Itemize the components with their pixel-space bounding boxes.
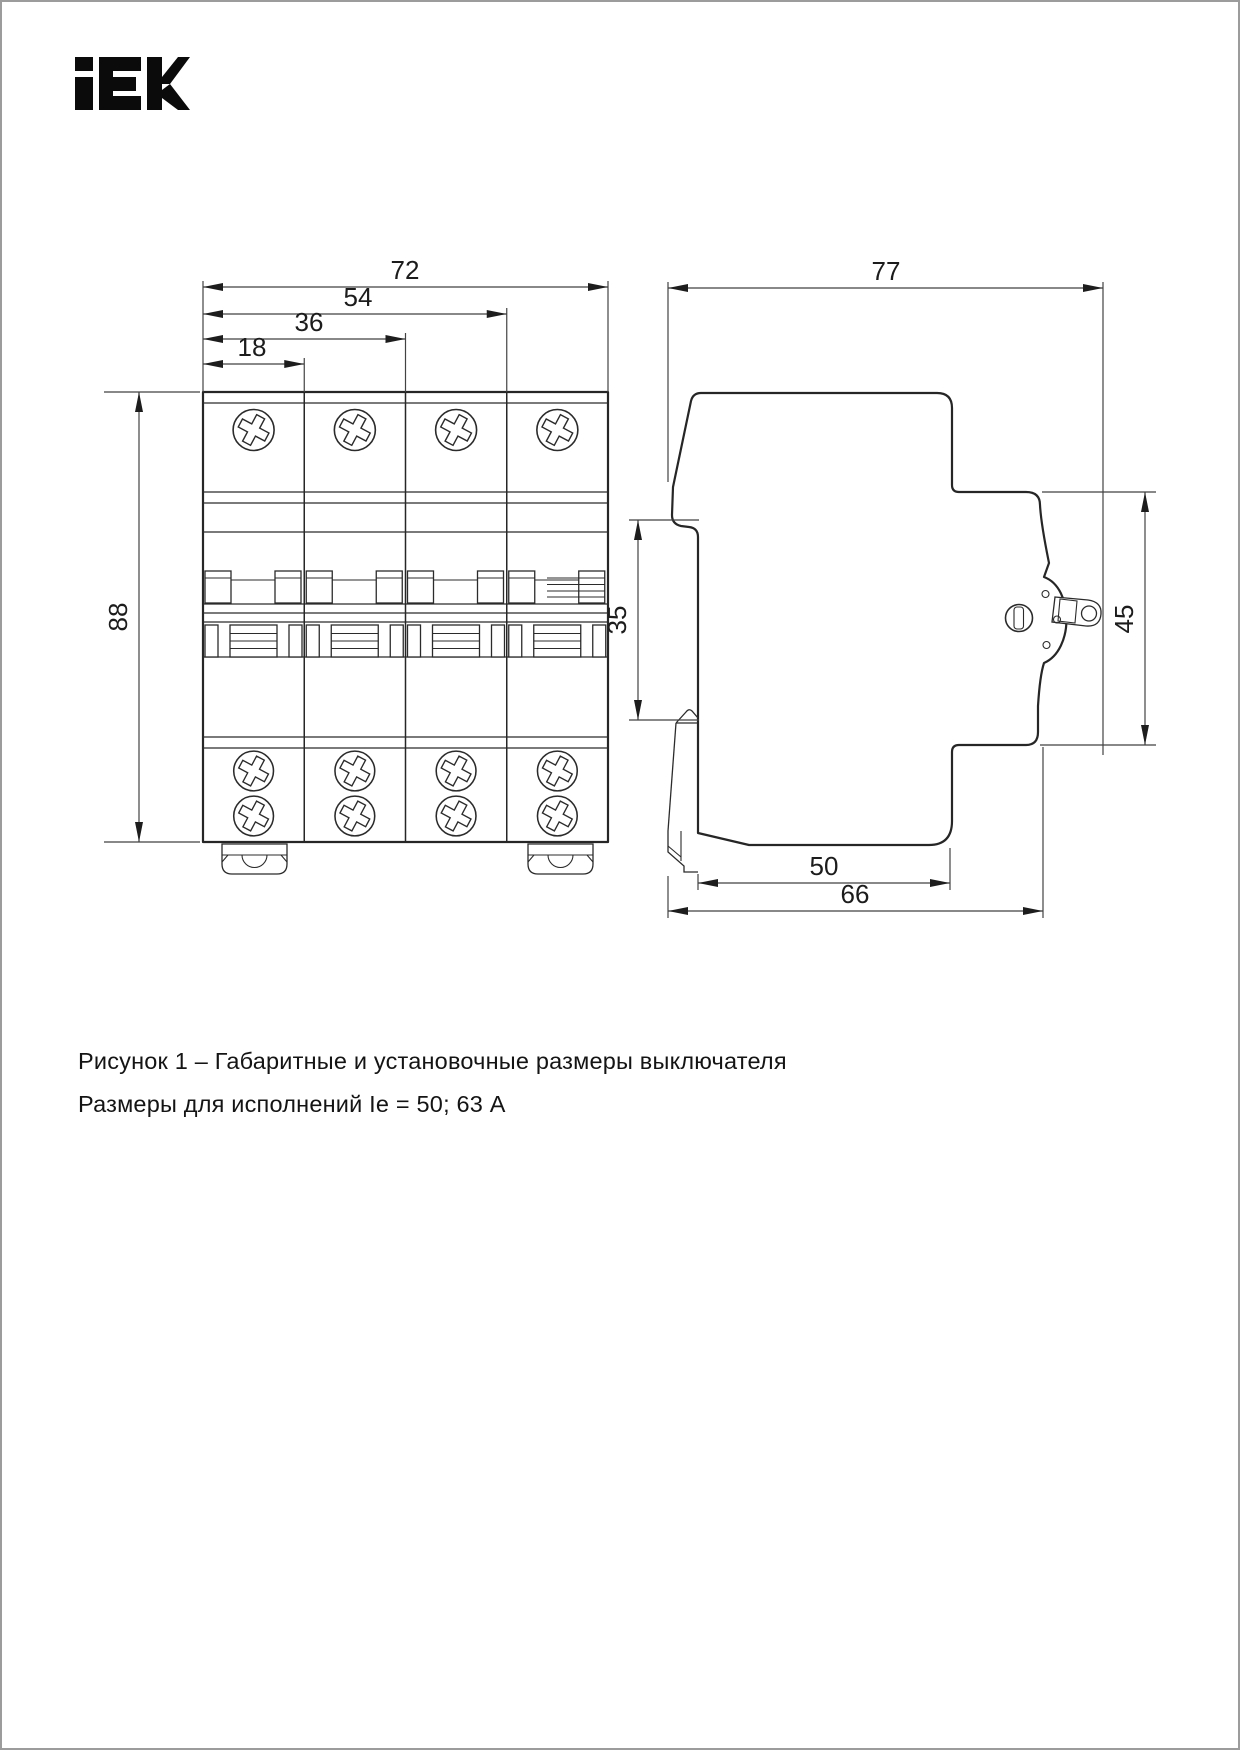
din-rail-clips (222, 844, 593, 874)
din-clip (222, 844, 287, 874)
dim-label-18: 18 (237, 332, 267, 362)
front-view (203, 392, 608, 874)
dim-two-modules (203, 307, 406, 343)
dim-label-36: 36 (294, 307, 324, 337)
screw-icon (537, 796, 577, 836)
dim-label-77: 77 (871, 256, 901, 286)
lever-hole (1082, 606, 1097, 621)
dim-din-recess (602, 520, 699, 720)
screw-icon (335, 751, 375, 791)
screw-icon (234, 796, 274, 836)
screw-icon (234, 751, 274, 791)
dim-label-45: 45 (1109, 604, 1139, 634)
adjustment-screw-icon (1006, 605, 1033, 632)
dim-label-72: 72 (390, 255, 420, 285)
screw-icon (537, 751, 577, 791)
screw-icon (436, 410, 477, 451)
screw-icon (436, 796, 476, 836)
dim-base-depth (698, 848, 950, 890)
screw-icon (334, 410, 375, 451)
figure-caption-line1: Рисунок 1 – Габаритные и установочные размеры выключателя (78, 1048, 787, 1074)
figure-caption-line2: Размеры для исполнений Ie = 50; 63 А (78, 1091, 506, 1117)
screw-icon (537, 410, 578, 451)
dim-total-width (203, 255, 608, 291)
side-view (668, 393, 1101, 872)
dim-height (103, 392, 200, 842)
dim-label-35: 35 (602, 605, 632, 635)
din-clip (528, 844, 593, 874)
screw-icon (233, 410, 274, 451)
figure-caption (78, 1040, 838, 1126)
dim-label-50: 50 (809, 851, 839, 881)
screw-icon (436, 751, 476, 791)
din-latch (668, 710, 698, 872)
dim-label-66: 66 (840, 879, 870, 909)
screw-icon (335, 796, 375, 836)
dim-label-54: 54 (343, 282, 373, 312)
dim-label-88: 88 (103, 602, 133, 632)
